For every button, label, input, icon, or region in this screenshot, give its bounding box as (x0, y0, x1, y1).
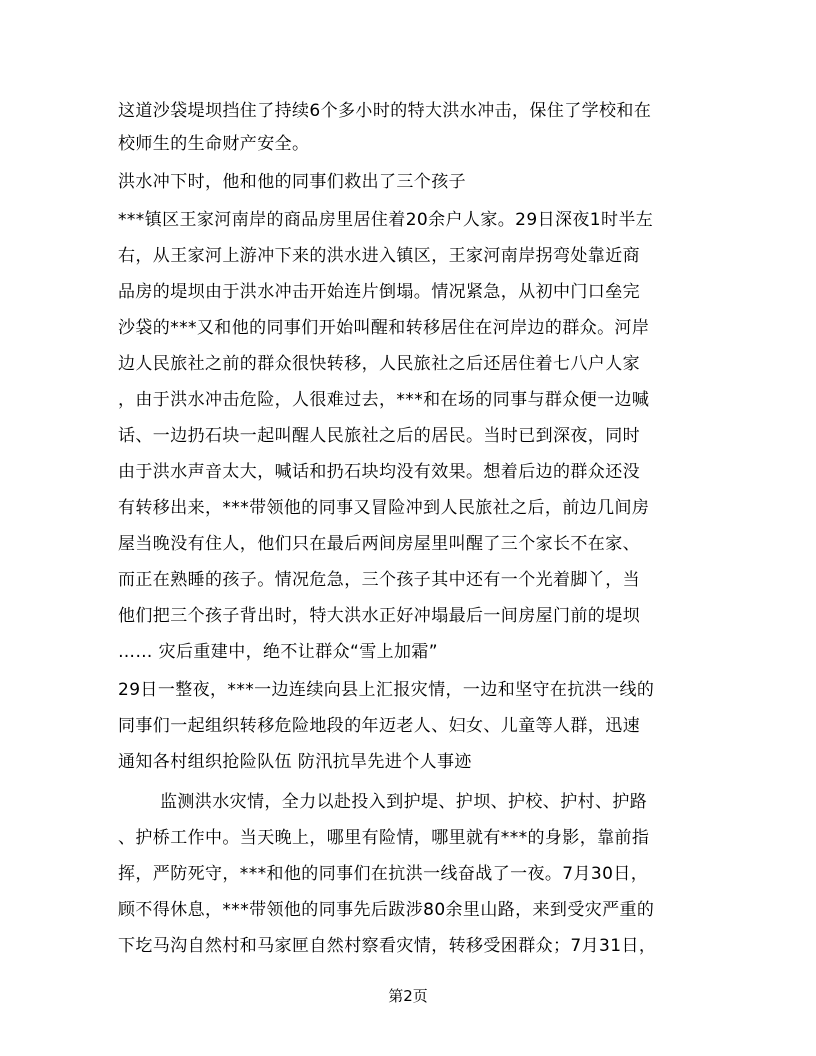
text-line: 同事们一起组织转移危险地段的年迈老人、妇女、儿童等人群，迅速 (118, 716, 640, 736)
text-line: 校师生的生命财产安全。 (118, 134, 310, 154)
text-line: 右，从王家河上游冲下来的洪水进入镇区，王家河南岸拐弯处靠近商 (118, 246, 640, 266)
text-line: 沙袋的***又和他的同事们开始叫醒和转移居住在河岸边的群众。河岸 (118, 318, 650, 338)
text-line: 这道沙袋堤坝挡住了持续6个多小时的特大洪水冲击，保住了学校和在 (118, 101, 652, 121)
text-line: 挥，严防死守，***和他的同事们在抗洪一线奋战了一夜。7月30日， (118, 864, 649, 884)
text-line: 品房的堤坝由于洪水冲击开始连片倒塌。情况紧急，从初中门口垒完 (118, 282, 640, 302)
text-line: 有转移出来，***带领他的同事又冒险冲到人民旅社之后，前边几间房 (118, 498, 650, 518)
text-line: 29日一整夜，***一边连续向县上汇报灾情，一边和坚守在抗洪一线的 (118, 680, 655, 700)
text-line: 通知各村组织抢险队伍 防汛抗旱先进个人事迹 (118, 752, 472, 772)
text-line: ，由于洪水冲击危险，人很难过去，***和在场的同事与群众便一边喊 (118, 390, 650, 410)
text-line: 顾不得休息，***带领他的同事先后跋涉80余里山路，来到受灾严重的 (118, 900, 655, 920)
text-line: 边人民旅社之前的群众很快转移，人民旅社之后还居住着七八户人家 (118, 354, 640, 374)
section-heading: 洪水冲下时，他和他的同事们救出了三个孩子 (118, 172, 466, 192)
text-line: 监测洪水灾情，全力以赴投入到护堤、护坝、护校、护村、护路 (160, 792, 648, 812)
page-number: 第2页 (388, 987, 428, 1005)
text-line: 他们把三个孩子背出时，特大洪水正好冲塌最后一间房屋门前的堤坝 (118, 606, 640, 626)
text-line: 、护桥工作中。当天晚上，哪里有险情，哪里就有***的身影，靠前指 (118, 828, 650, 848)
text-line: 话、一边扔石块一起叫醒人民旅社之后的居民。当时已到深夜，同时 (118, 426, 640, 446)
text-line: 而正在熟睡的孩子。情况危急，三个孩子其中还有一个光着脚丫，当 (118, 570, 640, 590)
text-line: 由于洪水声音太大，喊话和扔石块均没有效果。想着后边的群众还没 (118, 462, 640, 482)
text-line: 屋当晚没有住人，他们只在最后两间房屋里叫醒了三个家长不在家、 (118, 534, 640, 554)
text-line: ***镇区王家河南岸的商品房里居住着20余户人家。29日深夜1时半左 (118, 210, 654, 230)
text-line: 下圪马沟自然村和马家匣自然村察看灾情，转移受困群众；7月31日， (118, 936, 657, 956)
section-heading: …… 灾后重建中，绝不让群众“雪上加霜” (118, 642, 439, 662)
